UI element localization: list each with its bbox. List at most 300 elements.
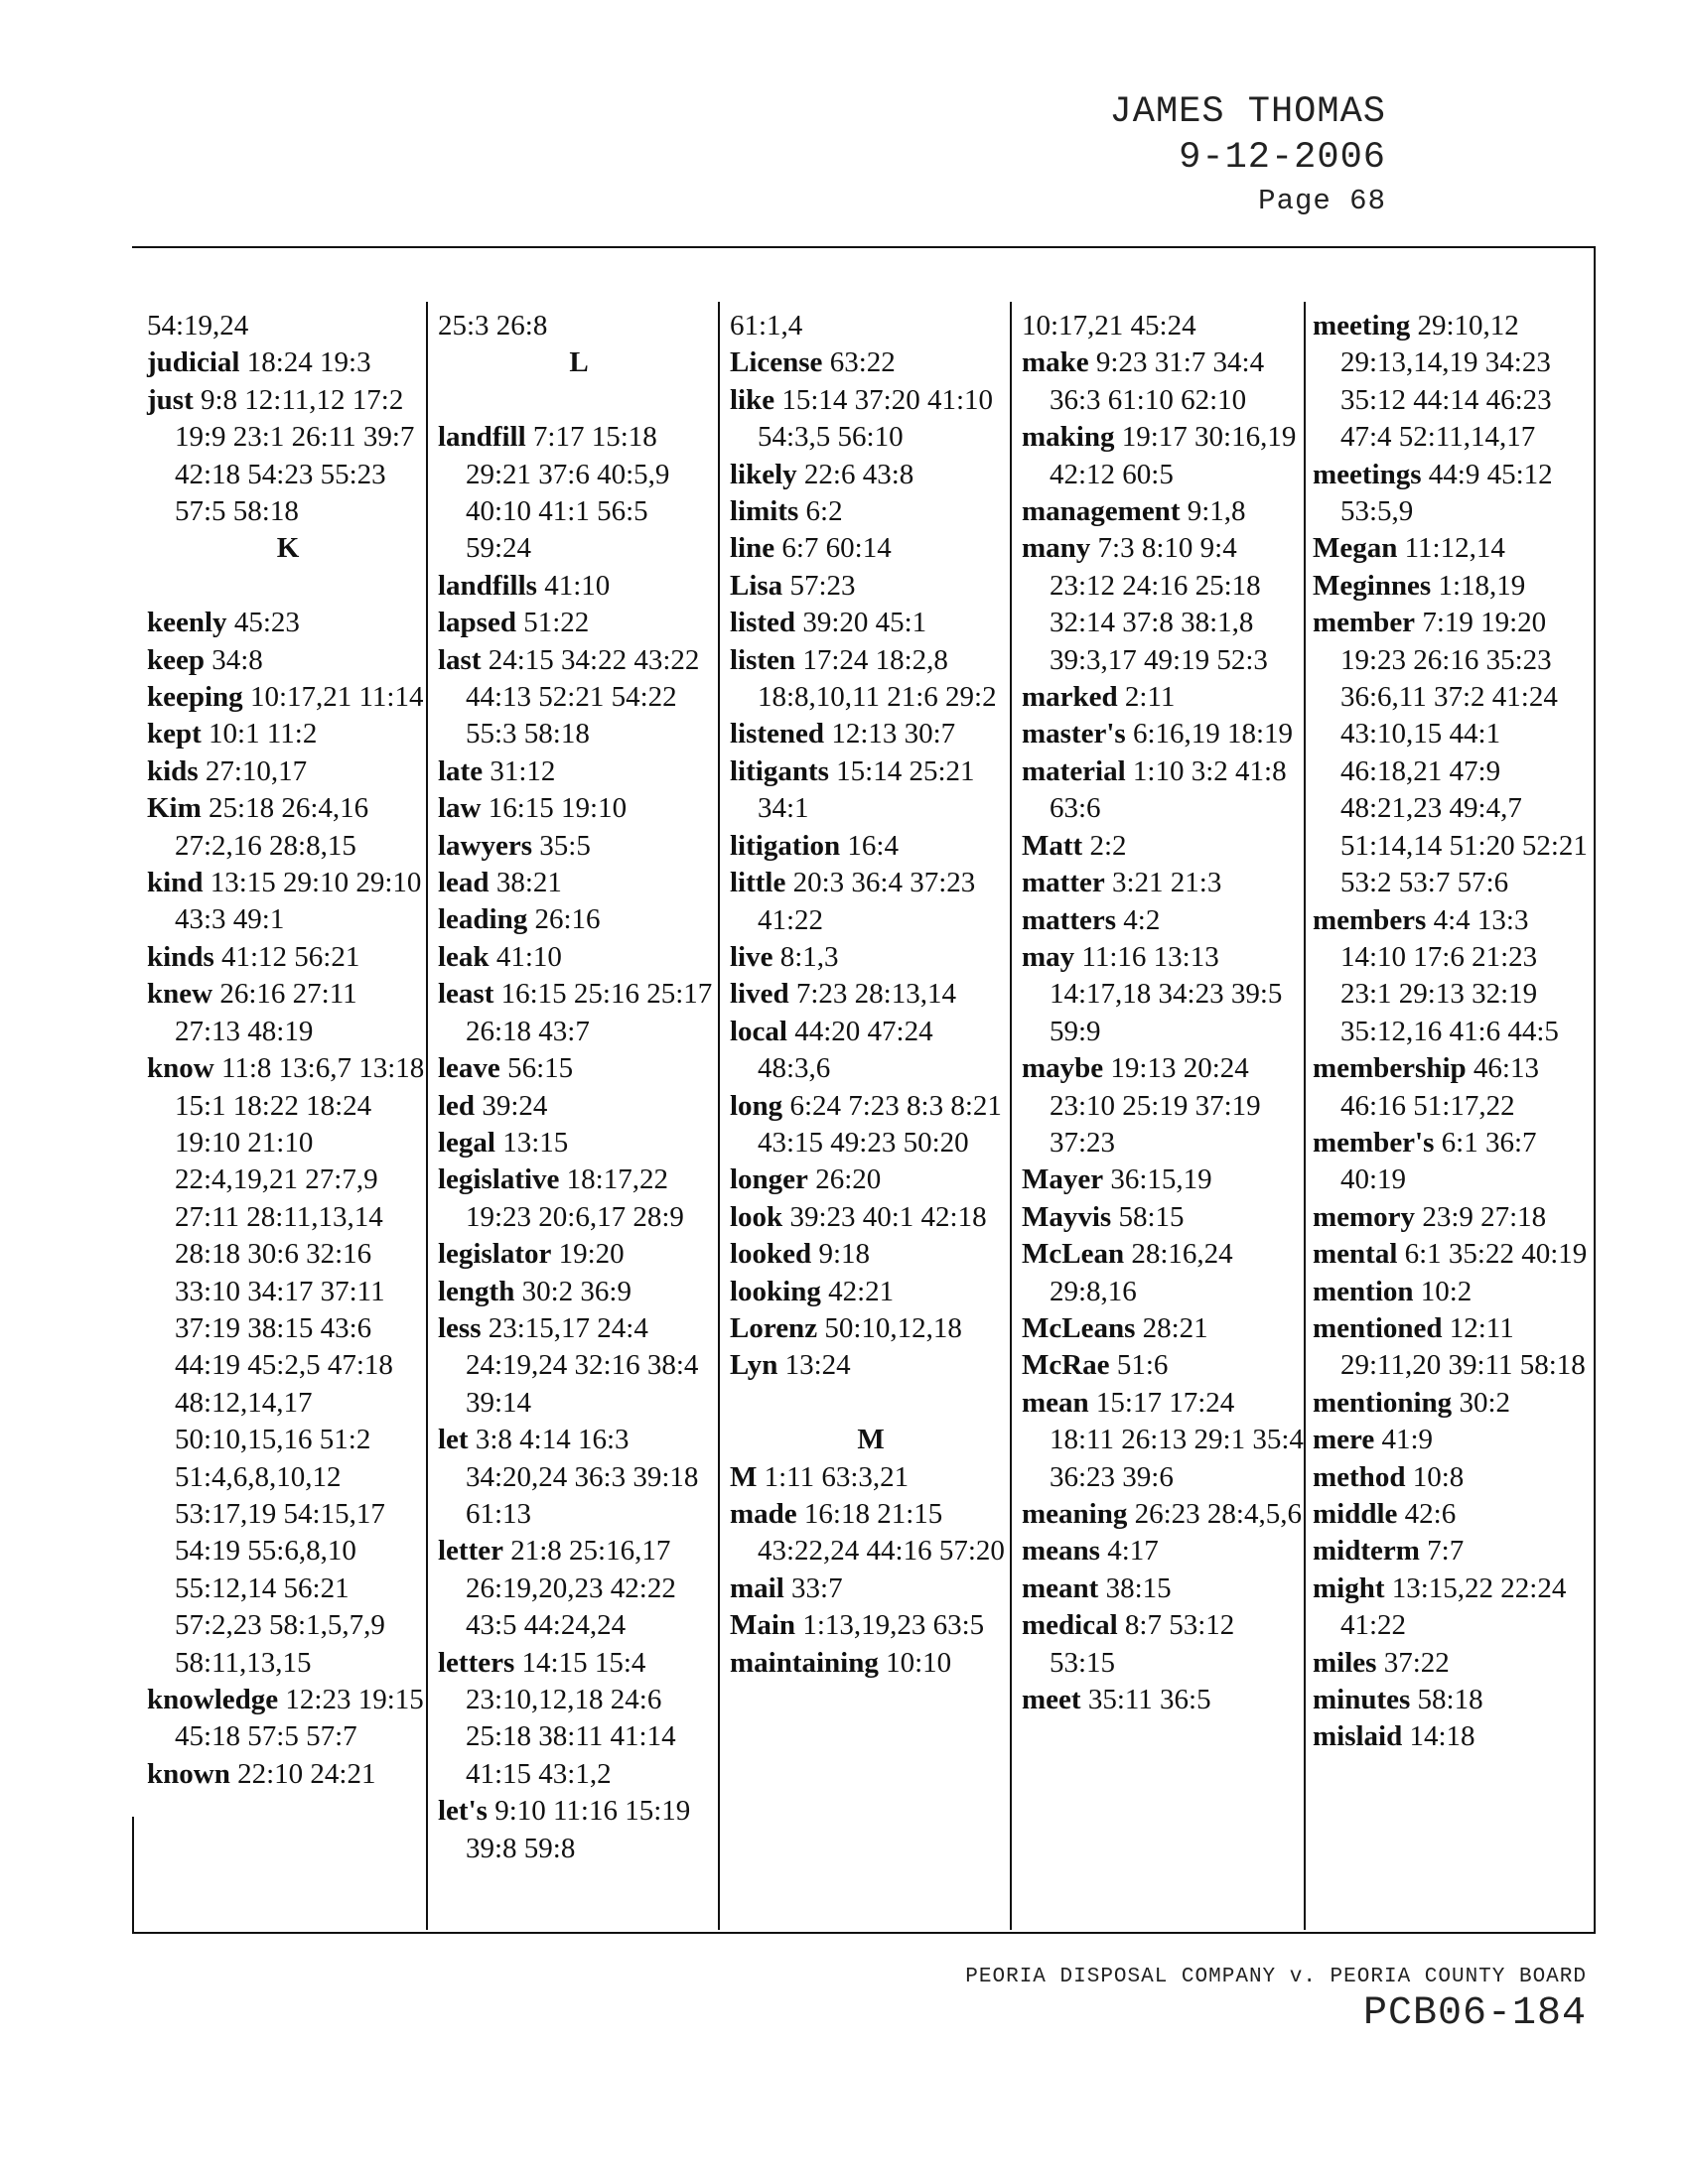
page-line-references: 12:11 29:11,20 39:11 58:18 bbox=[1340, 1311, 1586, 1382]
index-entry bbox=[1022, 1161, 1304, 1198]
page-line-references: 51:22 bbox=[523, 607, 590, 639]
page-line-references: 44:20 47:24 48:3,6 bbox=[758, 1015, 933, 1085]
index-entry bbox=[1022, 308, 1304, 344]
index-entry bbox=[730, 605, 1012, 641]
index-entry bbox=[1022, 1496, 1304, 1533]
index-entry bbox=[1022, 939, 1304, 1050]
case-caption: PEORIA DISPOSAL COMPANY v. PEORIA COUNTY BOARD bbox=[965, 1966, 1587, 1988]
index-term: legislator bbox=[438, 1238, 552, 1271]
index-term: miles bbox=[1313, 1646, 1377, 1679]
index-term: legal bbox=[438, 1126, 495, 1159]
index-term: memory bbox=[1313, 1200, 1416, 1233]
page-line-references: 7:17 15:18 29:21 37:6 40:5,9 40:10 41:1 56:5 59:24 bbox=[466, 421, 670, 565]
page-line-references: 46:13 46:16 51:17,22 bbox=[1340, 1052, 1539, 1122]
page-line-references: 45:23 bbox=[233, 607, 300, 639]
page-line-references: 30:2 36:9 bbox=[521, 1275, 632, 1307]
index-term: late bbox=[438, 754, 484, 787]
page-line-references: 1:11 63:3,21 bbox=[764, 1460, 910, 1493]
index-entry bbox=[438, 865, 720, 901]
page-line-references: 19:13 20:24 23:10 25:19 37:19 37:23 bbox=[1050, 1052, 1261, 1159]
index-term: let bbox=[438, 1424, 469, 1456]
page-line-references: 21:8 25:16,17 26:19,20,23 42:22 43:5 44:24,24 bbox=[466, 1535, 676, 1642]
index-term: kind bbox=[147, 867, 204, 899]
index-term: law bbox=[438, 792, 482, 825]
index-entry bbox=[1313, 1050, 1595, 1125]
index-entry bbox=[438, 901, 720, 938]
page-line-references: 18:24 19:3 bbox=[246, 346, 371, 379]
index-term: Lisa bbox=[730, 569, 783, 602]
page-line-references: 23:15,17 24:4 24:19,24 32:16 38:4 39:14 bbox=[466, 1311, 699, 1419]
index-term: letter bbox=[438, 1535, 503, 1568]
page-line-references: 11:8 13:6,7 13:18 15:1 18:22 18:24 19:10 21:10 22:4,19,21 27:7,9 27:11 28:11,13,14 28:18 30:6 32:16 33:10 34:17 37:11 37:19 38:15 43:6 44:19 45:2,5 47:18 48:12,14,17 50:10,15,16 51:2 51:4,6,8,10,12 53:17,19 54:15,17 54:19 55:6,8,10 55:12,14 56:21 57:2,23 58:1,5,7,9 58:11,13,15 bbox=[175, 1052, 425, 1679]
index-entry bbox=[730, 530, 1012, 567]
index-entry bbox=[1022, 679, 1304, 716]
index-term: member bbox=[1313, 607, 1416, 639]
index-term: meetings bbox=[1313, 458, 1422, 490]
index-term: listened bbox=[730, 718, 825, 751]
index-entry bbox=[438, 605, 720, 641]
index-term: Kim bbox=[147, 792, 202, 825]
index-entry bbox=[1313, 1459, 1595, 1496]
page-line-references: 58:15 bbox=[1118, 1200, 1185, 1233]
index-term: long bbox=[730, 1089, 783, 1122]
page-line-references: 7:19 19:20 19:23 26:16 35:23 36:6,11 37:2 41:24 43:10,15 44:1 46:18,21 47:9 48:21,23 49:4,7 51:14,14 51:20 52:21 53:2 53:7 57:6 bbox=[1340, 607, 1588, 899]
index-entry bbox=[1022, 1570, 1304, 1607]
index-term: length bbox=[438, 1275, 515, 1307]
index-term: landfill bbox=[438, 421, 526, 454]
index-term: mail bbox=[730, 1571, 784, 1604]
index-term: lived bbox=[730, 978, 789, 1011]
page-line-references: 10:1 11:2 bbox=[209, 718, 318, 751]
index-entry bbox=[1022, 493, 1304, 530]
page-line-references: 42:21 bbox=[828, 1275, 895, 1307]
index-entry bbox=[730, 568, 1012, 605]
page-line-references: 37:22 bbox=[1383, 1646, 1450, 1679]
index-entry bbox=[730, 1310, 1012, 1347]
index-entry bbox=[1313, 1533, 1595, 1570]
index-term: little bbox=[730, 867, 786, 899]
index-entry bbox=[438, 1645, 720, 1794]
index-entry bbox=[438, 1274, 720, 1310]
index-entry bbox=[1022, 716, 1304, 752]
index-term: keeping bbox=[147, 681, 243, 714]
index-term: kinds bbox=[147, 940, 214, 973]
page-line-references: 39:24 bbox=[482, 1089, 548, 1122]
page-line-references: 9:23 31:7 34:4 36:3 61:10 62:10 bbox=[1050, 346, 1265, 416]
index-entry bbox=[730, 1274, 1012, 1310]
index-entry bbox=[147, 382, 429, 531]
page-line-references: 42:6 bbox=[1404, 1498, 1457, 1530]
page-line-references: 24:15 34:22 43:22 44:13 52:21 54:22 55:3 58:18 bbox=[466, 643, 700, 751]
index-entry bbox=[147, 605, 429, 641]
index-entry bbox=[1313, 605, 1595, 901]
index-entry bbox=[438, 976, 720, 1050]
index-term: Main bbox=[730, 1609, 796, 1642]
index-entry bbox=[1022, 419, 1304, 493]
page-line-references: 15:14 25:21 34:1 bbox=[758, 754, 975, 825]
page-line-references: 11:16 13:13 14:17,18 34:23 39:5 59:9 bbox=[1050, 940, 1283, 1047]
index-entry bbox=[730, 1199, 1012, 1236]
index-entry bbox=[147, 790, 429, 865]
index-term: know bbox=[147, 1052, 214, 1085]
index-term: McLeans bbox=[1022, 1311, 1136, 1344]
index-entry bbox=[147, 753, 429, 790]
page-line-references: 14:18 bbox=[1409, 1720, 1475, 1753]
index-entry bbox=[730, 1347, 1012, 1384]
page-line-references: 50:10,12,18 bbox=[824, 1311, 962, 1344]
index-entry bbox=[1022, 902, 1304, 939]
page-line-references: 28:21 bbox=[1142, 1311, 1208, 1344]
index-term: likely bbox=[730, 458, 797, 490]
index-term: mention bbox=[1313, 1275, 1414, 1307]
index-term: listed bbox=[730, 607, 796, 639]
index-term: mislaid bbox=[1313, 1720, 1403, 1753]
page-line-references: 7:3 8:10 9:4 23:12 24:16 25:18 32:14 37:8 38:1,8 39:3,17 49:19 52:3 bbox=[1050, 532, 1268, 676]
index-term: led bbox=[438, 1089, 476, 1122]
index-term: material bbox=[1022, 754, 1126, 787]
index-entry bbox=[147, 1756, 429, 1793]
page-line-references: 41:9 bbox=[1381, 1424, 1434, 1456]
page-line-references: 29:10,12 29:13,14,19 34:23 35:12 44:14 46:23 47:4 52:11,14,17 bbox=[1340, 310, 1552, 454]
page-line-references: 6:24 7:23 8:3 8:21 43:15 49:23 50:20 bbox=[758, 1089, 1002, 1159]
page-line-references: 15:14 37:20 41:10 54:3,5 56:10 bbox=[758, 383, 994, 454]
index-entry bbox=[730, 976, 1012, 1013]
page-line-references: 4:4 13:3 14:10 17:6 21:23 23:1 29:13 32:19 35:12,16 41:6 44:5 bbox=[1340, 903, 1559, 1047]
index-entry bbox=[1313, 530, 1595, 567]
page-line-references: 57:23 bbox=[789, 569, 856, 602]
page-line-references: 36:15,19 bbox=[1110, 1163, 1212, 1196]
index-entry bbox=[1022, 530, 1304, 679]
index-entry bbox=[1022, 1682, 1304, 1718]
page-line-references: 26:23 28:4,5,6 bbox=[1134, 1498, 1302, 1530]
index-entry bbox=[1313, 1385, 1595, 1422]
page-line-references: 44:9 45:12 53:5,9 bbox=[1340, 458, 1553, 528]
index-entry bbox=[1313, 568, 1595, 605]
page-line-references: 31:12 bbox=[490, 754, 556, 787]
index-entry bbox=[147, 976, 429, 1050]
index-entry bbox=[730, 865, 1012, 939]
page-line-references: 6:16,19 18:19 bbox=[1132, 718, 1294, 751]
page-line-references: 26:16 bbox=[534, 903, 601, 936]
index-term: making bbox=[1022, 421, 1115, 454]
index-term: local bbox=[730, 1015, 787, 1047]
index-term: known bbox=[147, 1757, 230, 1790]
page-line-references: 8:1,3 bbox=[779, 940, 839, 973]
index-entry bbox=[438, 308, 720, 344]
index-entry bbox=[730, 308, 1012, 344]
index-entry bbox=[438, 1050, 720, 1087]
page-line-references: 16:18 21:15 43:22,24 44:16 57:20 bbox=[758, 1497, 1005, 1568]
page-line-references: 22:6 43:8 bbox=[803, 458, 914, 490]
index-entry bbox=[1022, 1607, 1304, 1682]
index-term: last bbox=[438, 643, 482, 676]
deposition-date: 9-12-2006 bbox=[1179, 137, 1386, 179]
page-line-references: 25:18 26:4,16 27:2,16 28:8,15 bbox=[175, 792, 369, 862]
page-line-references: 3:8 4:14 16:3 34:20,24 36:3 39:18 61:13 bbox=[466, 1424, 699, 1530]
index-entry bbox=[147, 716, 429, 752]
page-line-references: 35:11 36:5 bbox=[1087, 1684, 1211, 1716]
page-line-references: 6:2 bbox=[805, 495, 843, 528]
page-line-references: 10:17,21 11:14 bbox=[249, 681, 424, 714]
index-entry bbox=[730, 753, 1012, 828]
index-entry bbox=[1313, 1310, 1595, 1385]
index-term: leak bbox=[438, 940, 490, 973]
index-entry bbox=[1022, 1533, 1304, 1570]
page-line-references: 34:8 bbox=[211, 643, 263, 676]
index-term: litigants bbox=[730, 754, 829, 787]
section-letter: L bbox=[569, 346, 589, 379]
page-line-references: 25:3 26:8 bbox=[438, 310, 548, 341]
page-line-references: 10:8 bbox=[1412, 1460, 1465, 1493]
index-term: matter bbox=[1022, 867, 1105, 899]
index-term: made bbox=[730, 1497, 797, 1530]
page-line-references: 10:17,21 45:24 bbox=[1022, 310, 1196, 341]
index-entry bbox=[730, 1014, 1012, 1088]
index-term: Mayvis bbox=[1022, 1200, 1112, 1233]
page-line-references: 51:6 bbox=[1116, 1349, 1169, 1382]
index-entry bbox=[730, 382, 1012, 457]
page-line-references: 19:17 30:16,19 42:12 60:5 bbox=[1050, 421, 1297, 490]
index-entry bbox=[1313, 1422, 1595, 1458]
index-term: lawyers bbox=[438, 829, 533, 862]
index-term: meeting bbox=[1313, 310, 1411, 341]
index-entry bbox=[1022, 865, 1304, 901]
index-term: landfills bbox=[438, 569, 537, 602]
page-line-references: 41:10 bbox=[495, 940, 562, 973]
index-entry bbox=[1022, 1050, 1304, 1161]
index-term: knowledge bbox=[147, 1684, 279, 1716]
index-term: keep bbox=[147, 643, 205, 676]
index-entry bbox=[1022, 1199, 1304, 1236]
index-entry bbox=[730, 1570, 1012, 1607]
index-entry bbox=[1313, 1496, 1595, 1533]
index-term: listen bbox=[730, 643, 796, 676]
index-column-2 bbox=[438, 308, 720, 1867]
page-line-references: 13:15 29:10 29:10 43:3 49:1 bbox=[175, 867, 422, 936]
index-term: let's bbox=[438, 1795, 488, 1828]
page-line-references: 1:10 3:2 41:8 63:6 bbox=[1050, 754, 1287, 825]
page-line-references: 27:10,17 bbox=[205, 754, 308, 787]
page-line-references: 54:19,24 bbox=[147, 310, 249, 341]
index-column-3 bbox=[730, 308, 1012, 1682]
index-term: Lorenz bbox=[730, 1311, 818, 1344]
index-term: mentioning bbox=[1313, 1386, 1453, 1419]
page-line-references: 9:18 bbox=[818, 1238, 870, 1271]
page-line-references: 16:15 25:16 25:17 26:18 43:7 bbox=[466, 978, 713, 1047]
index-term: keenly bbox=[147, 607, 227, 639]
index-column-4 bbox=[1022, 308, 1304, 1718]
index-term: longer bbox=[730, 1163, 808, 1196]
index-term: meet bbox=[1022, 1684, 1081, 1716]
page-line-references: 17:24 18:2,8 18:8,10,11 21:6 29:2 bbox=[758, 643, 997, 714]
page-line-references: 12:23 19:15 45:18 57:5 57:7 bbox=[175, 1684, 424, 1753]
index-entry bbox=[1022, 1385, 1304, 1496]
index-term: master's bbox=[1022, 718, 1126, 751]
index-entry bbox=[1313, 1236, 1595, 1273]
index-entry bbox=[147, 1682, 429, 1756]
page-line-references: 18:17,22 19:23 20:6,17 28:9 bbox=[466, 1163, 684, 1233]
index-term: looked bbox=[730, 1238, 812, 1271]
index-entry bbox=[438, 568, 720, 605]
page-line-references: 9:8 12:11,12 17:2 19:9 23:1 26:11 39:7 42:18 54:23 55:23 57:5 58:18 bbox=[175, 383, 415, 528]
page-line-references: 13:24 bbox=[784, 1349, 851, 1382]
index-term: mere bbox=[1313, 1424, 1375, 1456]
index-term: leave bbox=[438, 1052, 500, 1085]
page-line-references: 16:15 19:10 bbox=[488, 792, 628, 825]
index-term: License bbox=[730, 346, 823, 379]
index-entry bbox=[438, 419, 720, 568]
page-line-references: 6:1 35:22 40:19 bbox=[1404, 1238, 1588, 1271]
index-term: limits bbox=[730, 495, 799, 528]
index-entry bbox=[147, 308, 429, 344]
index-term: letters bbox=[438, 1646, 515, 1679]
index-term: kids bbox=[147, 754, 199, 787]
page-line-references: 10:10 bbox=[886, 1646, 952, 1679]
page-line-references: 9:1,8 bbox=[1187, 495, 1246, 528]
index-entry bbox=[730, 1645, 1012, 1682]
index-term: looking bbox=[730, 1275, 821, 1307]
index-entry bbox=[438, 828, 720, 865]
index-entry bbox=[730, 716, 1012, 752]
column-divider bbox=[1304, 302, 1306, 1930]
index-entry bbox=[147, 642, 429, 679]
index-entry bbox=[1313, 1718, 1595, 1755]
page-line-references: 13:15,22 22:24 41:22 bbox=[1340, 1571, 1567, 1642]
index-term: method bbox=[1313, 1460, 1406, 1493]
page-line-references: 4:17 bbox=[1107, 1535, 1159, 1568]
index-entry bbox=[730, 1236, 1012, 1273]
page-line-references: 41:10 bbox=[544, 569, 611, 602]
index-term: matters bbox=[1022, 903, 1117, 936]
index-entry bbox=[438, 1125, 720, 1161]
index-entry bbox=[730, 1161, 1012, 1198]
index-term: live bbox=[730, 940, 773, 973]
index-entry bbox=[438, 1236, 720, 1273]
index-entry bbox=[438, 939, 720, 976]
index-term: member's bbox=[1313, 1126, 1435, 1159]
index-entry bbox=[438, 1422, 720, 1533]
index-entry bbox=[438, 1533, 720, 1644]
index-entry bbox=[438, 1793, 720, 1867]
page-line-references: 2:2 bbox=[1089, 829, 1127, 862]
index-term: mental bbox=[1313, 1238, 1398, 1271]
deponent-name: JAMES THOMAS bbox=[1109, 91, 1386, 133]
page-line-references: 10:2 bbox=[1420, 1275, 1473, 1307]
index-term: many bbox=[1022, 532, 1091, 565]
index-term: lapsed bbox=[438, 607, 516, 639]
index-term: knew bbox=[147, 978, 213, 1011]
page-line-references: 26:16 27:11 27:13 48:19 bbox=[175, 978, 357, 1047]
index-entry bbox=[438, 642, 720, 753]
index-term: mentioned bbox=[1313, 1311, 1443, 1344]
page-line-references: 13:15 bbox=[502, 1126, 569, 1159]
index-term: mean bbox=[1022, 1386, 1089, 1419]
page-line-references: 38:21 bbox=[495, 867, 562, 899]
index-term: Mayer bbox=[1022, 1163, 1104, 1196]
index-entry bbox=[730, 1496, 1012, 1570]
index-entry bbox=[438, 1161, 720, 1236]
index-entry bbox=[730, 1459, 1012, 1496]
index-term: look bbox=[730, 1200, 783, 1233]
index-term: Lyn bbox=[730, 1349, 778, 1382]
index-term: make bbox=[1022, 346, 1089, 379]
index-term: litigation bbox=[730, 829, 841, 862]
index-term: Meginnes bbox=[1313, 569, 1432, 602]
case-number: PCB06-184 bbox=[1362, 1991, 1587, 2036]
index-entry bbox=[1022, 1310, 1304, 1347]
section-letter: M bbox=[857, 1424, 885, 1456]
page-line-references: 3:21 21:3 bbox=[1111, 867, 1222, 899]
index-entry bbox=[1022, 1347, 1304, 1384]
index-term: marked bbox=[1022, 681, 1118, 714]
page-line-references: 38:15 bbox=[1105, 1571, 1172, 1604]
index-entry bbox=[438, 753, 720, 790]
index-column-5 bbox=[1313, 308, 1595, 1756]
page-line-references: 7:7 bbox=[1427, 1535, 1465, 1568]
page-line-references: 28:16,24 29:8,16 bbox=[1050, 1238, 1233, 1307]
page-line-references: 6:1 36:7 40:19 bbox=[1340, 1126, 1537, 1196]
page-line-references: 1:18,19 bbox=[1438, 569, 1526, 602]
page-line-references: 63:22 bbox=[829, 346, 896, 379]
index-term: members bbox=[1313, 903, 1427, 936]
index-frame-left-edge bbox=[132, 1817, 134, 1934]
index-term: means bbox=[1022, 1535, 1100, 1568]
page-line-references: 12:13 30:7 bbox=[831, 718, 956, 751]
index-entry bbox=[730, 828, 1012, 865]
page-line-references: 6:7 60:14 bbox=[781, 532, 892, 565]
index-entry bbox=[1313, 1645, 1595, 1682]
page-line-references: 33:7 bbox=[791, 1571, 843, 1604]
index-entry bbox=[147, 679, 429, 716]
page-line-references: 20:3 36:4 37:23 41:22 bbox=[758, 867, 976, 936]
index-term: Megan bbox=[1313, 532, 1398, 565]
index-entry bbox=[1313, 902, 1595, 1051]
page-line-references: 16:4 bbox=[847, 829, 899, 862]
index-entry bbox=[730, 642, 1012, 717]
page-line-references: 19:20 bbox=[558, 1238, 625, 1271]
section-letter: K bbox=[276, 532, 300, 565]
index-entry bbox=[147, 1050, 429, 1682]
index-term: management bbox=[1022, 495, 1181, 528]
page-line-references: 1:13,19,23 63:5 bbox=[802, 1609, 985, 1642]
index-entry bbox=[730, 1607, 1012, 1644]
page-line-references: 30:2 bbox=[1459, 1386, 1510, 1419]
index-term: lead bbox=[438, 867, 490, 899]
index-entry bbox=[438, 790, 720, 827]
index-term: like bbox=[730, 383, 775, 416]
index-term: less bbox=[438, 1311, 482, 1344]
index-term: maintaining bbox=[730, 1646, 879, 1679]
index-entry bbox=[730, 493, 1012, 530]
page-number: Page 68 bbox=[1258, 185, 1386, 217]
index-entry bbox=[1022, 344, 1304, 419]
index-entry bbox=[1022, 828, 1304, 865]
index-term: McRae bbox=[1022, 1349, 1110, 1382]
index-entry bbox=[147, 939, 429, 976]
index-entry bbox=[1313, 457, 1595, 531]
page-line-references: 2:11 bbox=[1124, 681, 1176, 714]
page-line-references: 22:10 24:21 bbox=[237, 1757, 376, 1790]
index-entry bbox=[438, 1310, 720, 1422]
page-line-references: 35:5 bbox=[539, 829, 591, 862]
index-term: least bbox=[438, 978, 494, 1011]
index-entry bbox=[730, 1088, 1012, 1162]
index-entry bbox=[730, 344, 1012, 381]
page-line-references: 7:23 28:13,14 bbox=[795, 978, 956, 1011]
index-term: may bbox=[1022, 940, 1075, 973]
page-line-references: 11:12,14 bbox=[1404, 532, 1505, 565]
index-term: midterm bbox=[1313, 1535, 1420, 1568]
